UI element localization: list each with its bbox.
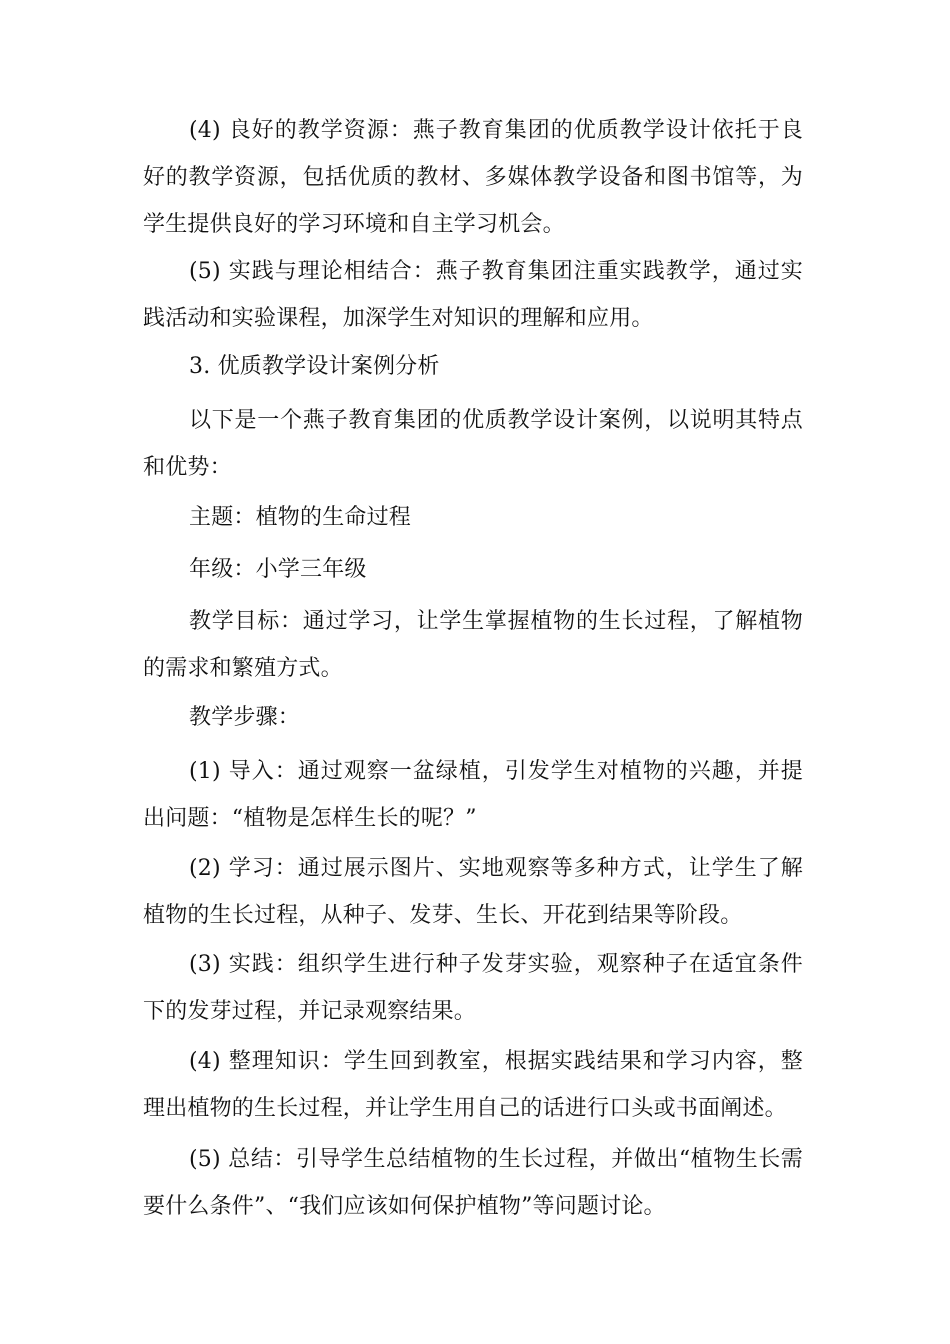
paragraph-practice-theory: (5) 实践与理论相结合：燕子教育集团注重实践教学，通过实践活动和实验课程，加深学生对知识的理解和应用。 — [143, 259, 803, 331]
paragraph-topic: 主题：植物的生命过程 — [189, 505, 412, 530]
section-heading-case-analysis: 3. 优质教学设计案例分析 — [189, 354, 440, 379]
paragraph-teaching-goal: 教学目标：通过学习，让学生掌握植物的生长过程，了解植物的需求和繁殖方式。 — [143, 609, 803, 681]
paragraph-grade: 年级：小学三年级 — [189, 557, 367, 582]
paragraph-teaching-steps-heading: 教学步骤： — [189, 705, 301, 730]
paragraph-step-organize: (4) 整理知识：学生回到教室，根据实践结果和学习内容，整理出植物的生长过程，并让学生用自己的话进行口头或书面阐述。 — [143, 1049, 803, 1121]
paragraph-step-summary: (5) 总结：引导学生总结植物的生长过程，并做出“植物生长需要什么条件”、“我们应该如何保护植物”等问题讨论。 — [143, 1147, 803, 1219]
paragraph-case-intro: 以下是一个燕子教育集团的优质教学设计案例，以说明其特点和优势： — [143, 408, 803, 480]
paragraph-step-intro: (1) 导入：通过观察一盆绿植，引发学生对植物的兴趣，并提出问题：“植物是怎样生长的呢？” — [143, 759, 803, 831]
paragraph-step-practice: (3) 实践：组织学生进行种子发芽实验，观察种子在适宜条件下的发芽过程，并记录观察结果。 — [143, 952, 803, 1024]
paragraph-step-learning: (2) 学习：通过展示图片、实地观察等多种方式，让学生了解植物的生长过程，从种子、发芽、生长、开花到结果等阶段。 — [143, 856, 803, 928]
paragraph-teaching-resources: (4) 良好的教学资源：燕子教育集团的优质教学设计依托于良好的教学资源，包括优质的教材、多媒体教学设备和图书馆等，为学生提供良好的学习环境和自主学习机会。 — [143, 118, 803, 237]
